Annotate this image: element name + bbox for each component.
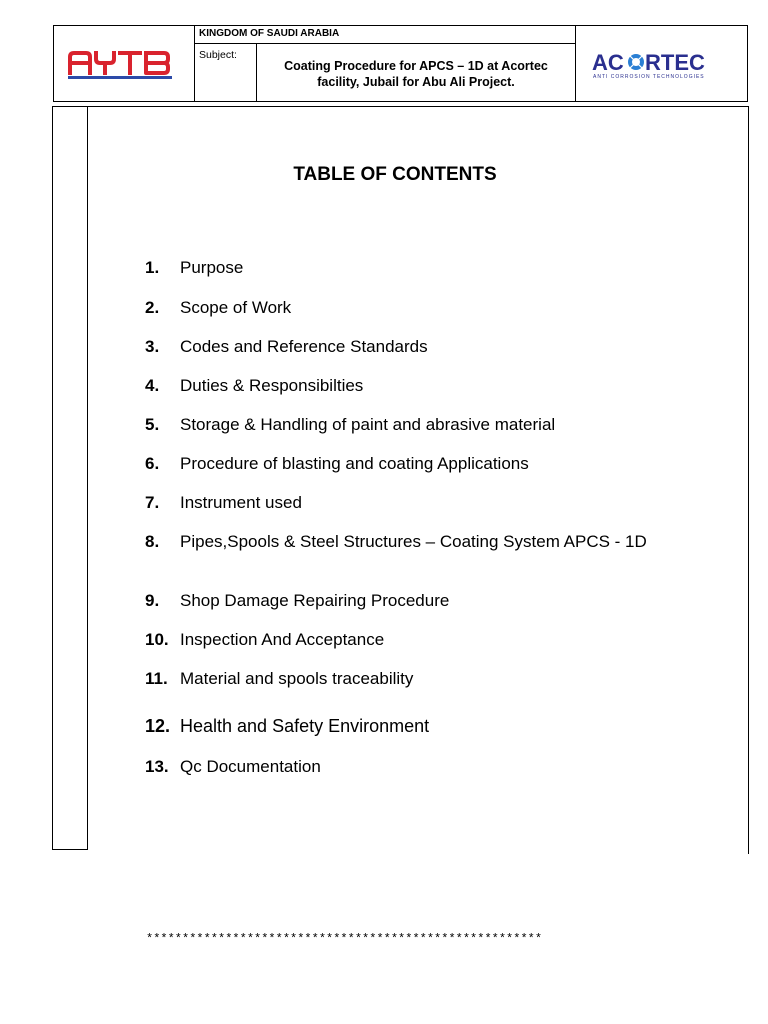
- toc-item-text: Purpose: [180, 258, 244, 277]
- header-country: KINGDOM OF SAUDI ARABIA: [199, 28, 340, 39]
- logo-tagline: ANTI CORROSION TECHNOLOGIES: [593, 74, 705, 80]
- toc-item-number: 9.: [145, 591, 160, 610]
- header-subject-label: Subject:: [199, 49, 237, 61]
- end-marker: *******************************************************: [146, 932, 543, 946]
- toc-item-text: Scope of Work: [180, 298, 292, 317]
- toc-item-number: 10.: [145, 630, 169, 649]
- toc-item-number: 11.: [145, 669, 168, 688]
- toc-item-number: 2.: [145, 298, 160, 317]
- svg-text:AC: AC: [592, 50, 624, 75]
- header-border-left: [53, 25, 54, 102]
- header-divider-row: [194, 43, 575, 44]
- toc-item-number: 8.: [145, 532, 160, 551]
- toc-item-number: 13.: [145, 757, 169, 776]
- toc-item-number: 1.: [145, 258, 160, 277]
- header-border-bottom: [53, 101, 748, 102]
- header-subject-line2: facility, Jubail for Abu Ali Project.: [317, 75, 515, 89]
- acortec-logo-icon: [590, 50, 730, 80]
- toc-title: TABLE OF CONTENTS: [293, 164, 497, 185]
- body-border-top: [53, 106, 748, 107]
- toc-item-text: Pipes,Spools & Steel Structures – Coating System APCS - 1D: [180, 532, 647, 551]
- toc-item-text: Codes and Reference Standards: [180, 337, 428, 356]
- header-divider-subject: [256, 43, 257, 102]
- toc-item-number: 7.: [145, 493, 160, 512]
- toc-item-text: Shop Damage Repairing Procedure: [180, 591, 450, 610]
- toc-item-number: 6.: [145, 454, 160, 473]
- toc-item-text: Procedure of blasting and coating Applications: [180, 454, 529, 473]
- body-margin-line: [87, 106, 88, 850]
- toc-item-text: Storage & Handling of paint and abrasive material: [180, 415, 556, 434]
- toc-item-text: Inspection And Acceptance: [180, 630, 385, 649]
- header-subject: [258, 58, 574, 90]
- toc-item-number: 5.: [145, 415, 160, 434]
- toc-item-text: Material and spools traceability: [180, 669, 414, 688]
- toc-item-number: 12.: [145, 716, 171, 736]
- header-border-top: [53, 25, 748, 26]
- toc-item-number: 4.: [145, 376, 160, 395]
- toc-item-text: Qc Documentation: [180, 757, 321, 776]
- toc-item-text: Instrument used: [180, 493, 302, 512]
- toc-item-number: 3.: [145, 337, 160, 356]
- toc-item-text: Health and Safety Environment: [180, 716, 430, 736]
- body-border-bottom: [52, 849, 88, 850]
- body-border-right: [748, 106, 749, 854]
- company-logo-left: [66, 47, 176, 81]
- header-subject-line1: Coating Procedure for APCS – 1D at Acortec: [284, 59, 548, 73]
- company-logo-right: [590, 50, 730, 80]
- header-border-right: [747, 25, 748, 102]
- header-divider-logo-left: [194, 25, 195, 102]
- body-border-left: [52, 106, 53, 850]
- svg-text:RTEC: RTEC: [645, 50, 705, 75]
- header-divider-logo-right: [575, 25, 576, 102]
- aytb-logo-icon: [66, 47, 176, 81]
- toc-item-text: Duties & Responsibilties: [180, 376, 364, 395]
